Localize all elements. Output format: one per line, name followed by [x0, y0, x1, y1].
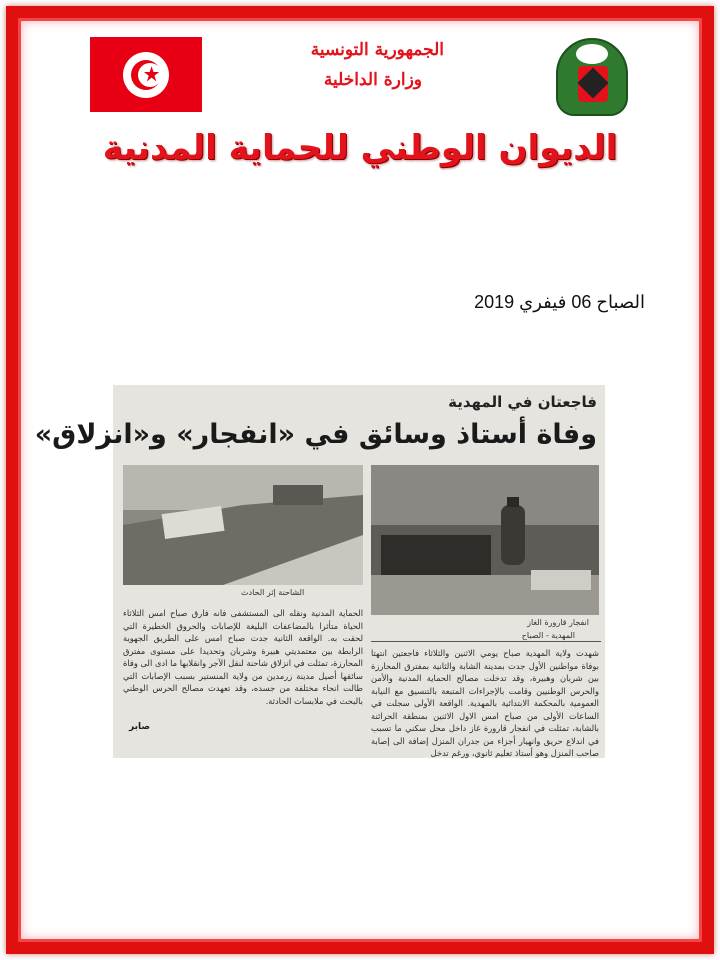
- article-byline: المهدية - الصباح: [521, 631, 575, 640]
- article-headline: وفاة أستاذ وسائق في «انفجار» و«انزلاق»: [34, 419, 597, 450]
- newspaper-clipping: [34, 385, 605, 758]
- country-name: الجمهورية التونسية: [310, 40, 444, 60]
- article-author: صابر: [129, 722, 151, 732]
- article-kicker: فاجعتان في المهدية: [448, 393, 597, 411]
- source-dateline: الصباح 06 فيفري 2019: [474, 292, 645, 312]
- gas-cylinder-photo: [371, 465, 599, 615]
- civil-protection-emblem-icon: [556, 38, 628, 116]
- photo-caption-left: الشاحنة إثر الحادث: [241, 588, 305, 597]
- crescent-star-icon: [123, 52, 169, 98]
- emblem-top: [576, 44, 608, 64]
- article-column-left: الحماية المدنية ونقله الى المستشفى فانه فارق صباح امس الثلاثاء الحياة متأثرا بالمضاعفات البليغة للإصابات والحروق الخطيرة التي لحقت به. الواقعة الثانية جدت صباح امس على الطريق الجهوية الرابطة بين معتمديتي هبيرة وشربان وتحديدا على مستوى مفترق المحارزة، تمثلت في انزلاق شاحنة لنقل الآجر وانقلابها ما ادى الى وفاة سائقها أصيل مدينة زرمدين من ولاية المنستير بسبب الإصابات التي طالت انحاء مختلفة من جسده، وقد تعهدت مصالح الحرس الوطني بالبحث في ملابسات الحادثة.: [123, 608, 363, 706]
- ministry-name: وزارة الداخلية: [323, 70, 422, 90]
- article-column-right: شهدت ولاية المهدية صباح يومي الاثنين والثلاثاء فاجعتين انتهتا بوفاة مواطنين الأول جدت بمدينة الشابة والثانية بمفترق المحارزة بين شربان وهبيرة، وقد تدخلت مصالح الحماية المدنية والأمن والحرس الوطنيين وقامت بالإجراءات المتبعة بالتنسيق مع النيابة العمومية بالمحكمة الابتدائية بالمهدية. الواقعة الأولى سجلت في الساعات الأولى من صباح امس الاول الاثنين بمنطقة الحرائنة بالشابة، تمثلت في انفجار قارورة غاز داخل محل سكني ما تسبب في اندلاع حريق وانهيار أجزاء من جدران المنزل إضافة الى إصابة صاحب المنزل وهو أستاذ تعليم ثانوي، ورغم تدخل: [371, 648, 599, 758]
- byline-divider: [371, 641, 601, 642]
- tunisia-flag-icon: [90, 37, 202, 112]
- flag-disc: [123, 52, 169, 98]
- photo-caption-right: انفجار قارورة الغاز: [527, 618, 589, 627]
- truck-accident-photo: [123, 465, 363, 585]
- agency-title: الديوان الوطني للحماية المدنية: [102, 128, 618, 168]
